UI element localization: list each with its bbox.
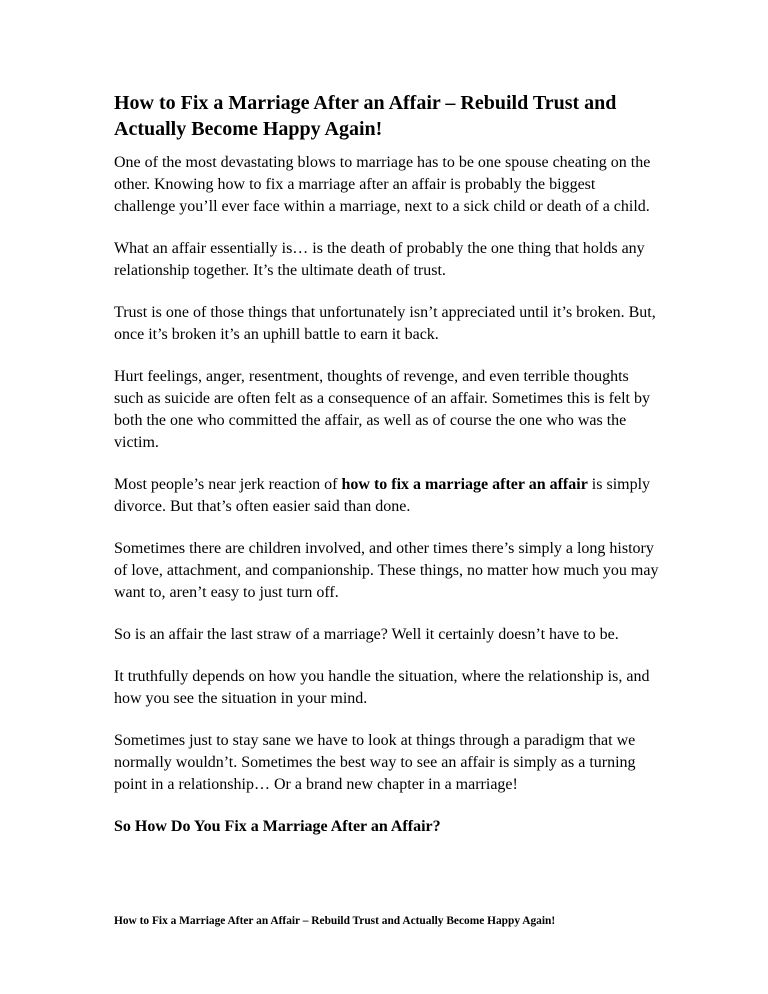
paragraph: One of the most devastating blows to marriage has to be one spouse cheating on the other. Knowing how to fix a marriage after an affair is probably the biggest challenge you’ll ever face within a marriage, next to a sick child or death of a child. xyxy=(114,154,651,215)
paragraph-text: Most people’s near jerk reaction of xyxy=(114,476,342,493)
paragraph: Hurt feelings, anger, resentment, thoughts of revenge, and even terrible thoughts such as suicide are often felt as a consequence of an affair. Sometimes this is felt by both the one who committed the affair, as well as of course the one who was the victim. xyxy=(114,368,650,451)
document-title: How to Fix a Marriage After an Affair – Rebuild Trust and Actually Become Happy Again! xyxy=(114,92,617,140)
section-heading: So How Do You Fix a Marriage After an Affair? xyxy=(114,818,441,835)
document-body xyxy=(114,90,659,838)
paragraph-text: is simply divorce. But that’s often easier said than done. xyxy=(114,476,651,515)
paragraph: Trust is one of those things that unfortunately isn’t appreciated until it’s broken. But, once it’s broken it’s an uphill battle to earn it back. xyxy=(114,304,656,343)
bold-keyword-phrase: how to fix a marriage after an affair xyxy=(341,476,588,493)
paragraph: It truthfully depends on how you handle the situation, where the relationship is, and how you see the situation in your mind. xyxy=(114,668,650,707)
paragraph: Sometimes just to stay sane we have to look at things through a paradigm that we normally wouldn’t. Sometimes the best way to see an affair is simply as a turning point in a relationship… Or a brand new chapter in a marriage! xyxy=(114,732,636,793)
page-footer: How to Fix a Marriage After an Affair – Rebuild Trust and Actually Become Happy Again! xyxy=(114,915,556,927)
paragraph-with-bold-phrase xyxy=(114,474,659,518)
paragraph: Sometimes there are children involved, and other times there’s simply a long history of love, attachment, and companionship. These things, no matter how much you may want to, aren’t easy to just turn off. xyxy=(114,540,659,601)
paragraph: What an affair essentially is… is the death of probably the one thing that holds any relationship together. It’s the ultimate death of trust. xyxy=(114,240,645,279)
paragraph: So is an affair the last straw of a marriage? Well it certainly doesn’t have to be. xyxy=(114,626,619,643)
